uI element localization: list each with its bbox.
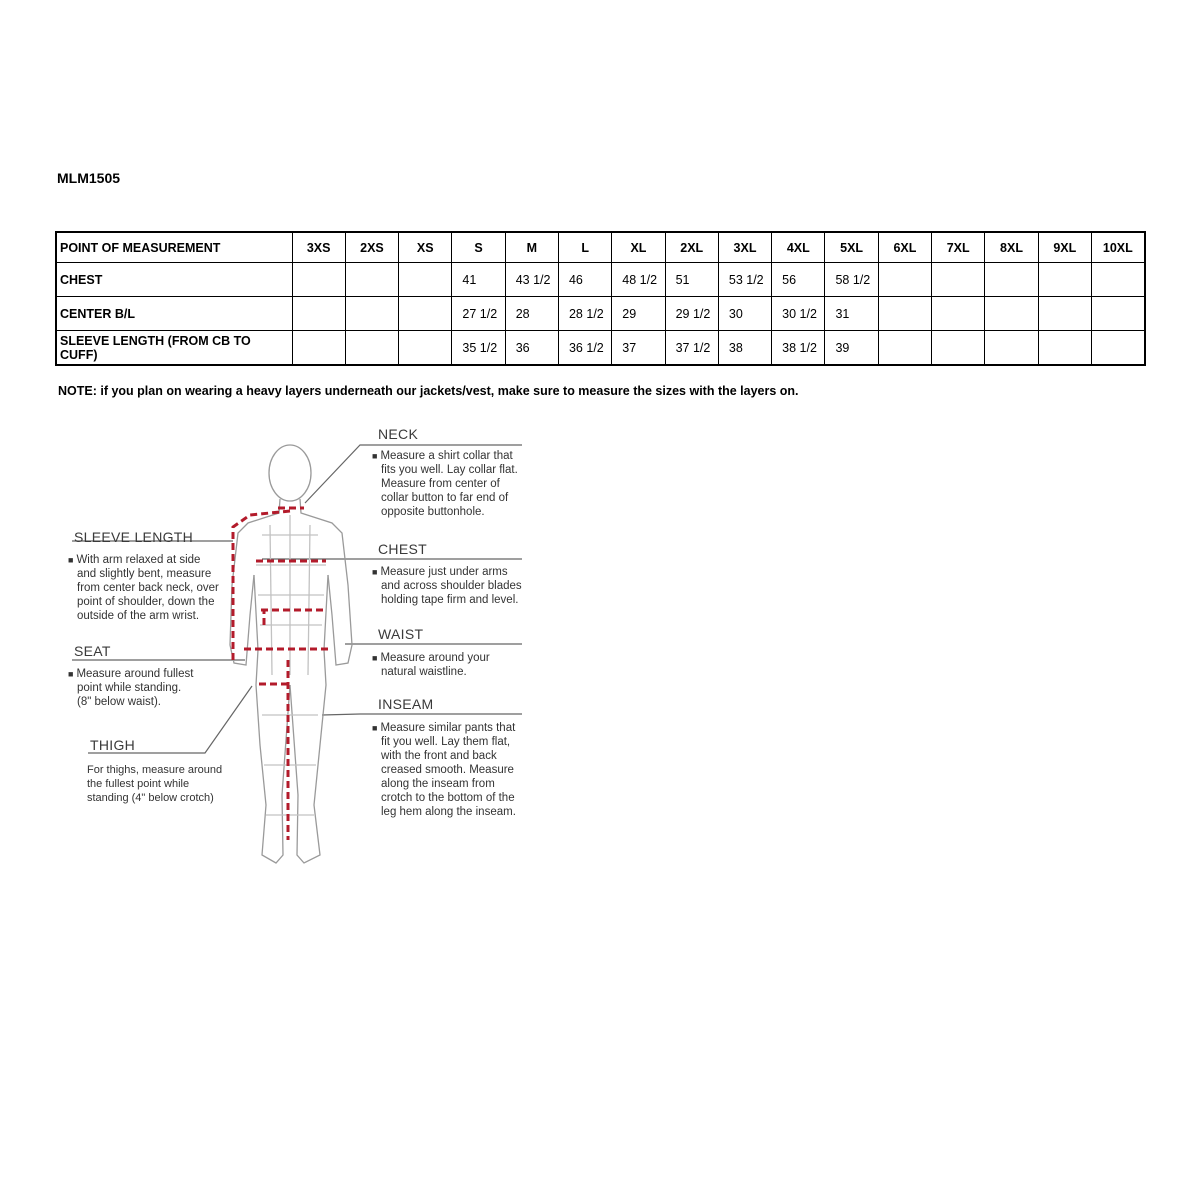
instruction-line — [372, 651, 490, 665]
instruction-text: the fullest point while — [87, 778, 190, 790]
size-header: XL — [612, 232, 665, 263]
instruction-line — [372, 665, 490, 679]
bullet-icon: ■ — [68, 669, 74, 679]
measurement-value: 37 — [612, 331, 665, 366]
instruction-line — [68, 695, 193, 709]
measurement-value: 28 1/2 — [558, 297, 611, 331]
measurement-value: 29 — [612, 297, 665, 331]
size-header: 9XL — [1038, 232, 1091, 263]
measurement-value — [1091, 331, 1144, 366]
chest-instructions — [372, 565, 522, 607]
instruction-text: point while standing. — [77, 682, 182, 694]
instruction-text: and slightly bent, measure — [77, 568, 212, 580]
bullet-icon: ■ — [372, 451, 378, 461]
instruction-text: and across shoulder blades — [381, 580, 522, 592]
neck-title: NECK — [378, 426, 419, 442]
measurement-guide — [0, 415, 600, 885]
measurement-value — [932, 331, 985, 366]
instruction-line — [372, 565, 522, 579]
document-code: MLM1505 — [57, 170, 121, 186]
instruction-line — [372, 491, 518, 505]
instruction-line — [372, 579, 522, 593]
measurement-value: 35 1/2 — [452, 331, 505, 366]
instruction-line — [68, 595, 219, 609]
instruction-text: Measure around your — [380, 652, 490, 664]
measurement-value: 31 — [825, 297, 878, 331]
measurement-value: 41 — [452, 263, 505, 297]
sleeve-length-instructions — [68, 553, 219, 623]
measurement-value: 30 1/2 — [772, 297, 825, 331]
table-row — [56, 263, 1145, 297]
size-header: 10XL — [1091, 232, 1144, 263]
size-chart-table — [55, 231, 1146, 366]
size-header: 7XL — [932, 232, 985, 263]
instruction-line — [372, 749, 516, 763]
measurement-value — [1091, 297, 1144, 331]
instruction-text: crotch to the bottom of the — [381, 792, 515, 804]
instruction-line — [68, 667, 193, 681]
instruction-line — [68, 567, 219, 581]
inseam-title: INSEAM — [378, 696, 434, 712]
instruction-text: (8" below waist). — [77, 696, 161, 708]
instruction-line — [68, 681, 193, 695]
instruction-line — [68, 581, 219, 595]
instruction-line — [372, 763, 516, 777]
instruction-text: with the front and back — [381, 750, 497, 762]
size-header: 3XL — [718, 232, 771, 263]
size-header: 2XS — [345, 232, 398, 263]
measurement-value — [1091, 263, 1144, 297]
measurement-value — [292, 297, 345, 331]
instruction-text: Measure around fullest — [76, 668, 194, 680]
table-row — [56, 297, 1145, 331]
measurement-value — [399, 297, 452, 331]
instruction-text: point of shoulder, down the — [77, 596, 215, 608]
measurement-value — [985, 263, 1038, 297]
instruction-text: along the inseam from — [381, 778, 495, 790]
measurement-value: 38 — [718, 331, 771, 366]
instruction-line — [372, 593, 522, 607]
instruction-text: Measure just under arms — [380, 566, 508, 578]
measurement-value: 36 1/2 — [558, 331, 611, 366]
size-header: M — [505, 232, 558, 263]
measurement-value — [399, 263, 452, 297]
instruction-text: Measure from center of — [381, 478, 500, 490]
instruction-line — [87, 791, 222, 805]
instruction-line — [68, 553, 219, 567]
instruction-text: For thighs, measure around — [87, 764, 223, 776]
seat-instructions — [68, 667, 193, 709]
measurement-value — [292, 263, 345, 297]
instruction-text: creased smooth. Measure — [381, 764, 514, 776]
bullet-icon: ■ — [372, 567, 378, 577]
measurement-value: 29 1/2 — [665, 297, 718, 331]
instruction-line — [372, 791, 516, 805]
instruction-text: holding tape firm and level. — [381, 594, 519, 606]
measurement-value: 28 — [505, 297, 558, 331]
measurement-value — [985, 331, 1038, 366]
instruction-text: standing (4" below crotch) — [87, 792, 214, 804]
size-header: 4XL — [772, 232, 825, 263]
size-header: 5XL — [825, 232, 878, 263]
instruction-text: from center back neck, over — [77, 582, 219, 594]
instruction-line — [372, 721, 516, 735]
measurement-value: 27 1/2 — [452, 297, 505, 331]
waist-title: WAIST — [378, 626, 424, 642]
measurement-value: 56 — [772, 263, 825, 297]
measurement-value: 30 — [718, 297, 771, 331]
measurement-value: 53 1/2 — [718, 263, 771, 297]
size-header: XS — [399, 232, 452, 263]
measurement-value — [932, 297, 985, 331]
measurement-value — [932, 263, 985, 297]
measurement-value — [345, 297, 398, 331]
instruction-line — [372, 477, 518, 491]
measurement-value — [1038, 263, 1091, 297]
sleeve-length-title: SLEEVE LENGTH — [74, 529, 194, 545]
size-header: 6XL — [878, 232, 931, 263]
neck-instructions — [372, 449, 518, 519]
size-header: 3XS — [292, 232, 345, 263]
layering-note: NOTE: if you plan on wearing a heavy layers underneath our jackets/vest, make sure to measure the sizes with the layers on. — [58, 384, 799, 398]
measurement-value: 38 1/2 — [772, 331, 825, 366]
size-header: 8XL — [985, 232, 1038, 263]
instruction-text: opposite buttonhole. — [381, 506, 485, 518]
instruction-line — [372, 463, 518, 477]
measurement-value: 36 — [505, 331, 558, 366]
measurement-label: SLEEVE LENGTH (FROM CB TO CUFF) — [56, 331, 292, 366]
instruction-text: With arm relaxed at side — [76, 554, 201, 566]
instruction-line — [372, 505, 518, 519]
instruction-text: leg hem along the inseam. — [381, 806, 516, 818]
chest-title: CHEST — [378, 541, 427, 557]
measurement-value: 51 — [665, 263, 718, 297]
bullet-icon: ■ — [372, 723, 378, 733]
size-header: 2XL — [665, 232, 718, 263]
thigh-instructions — [87, 763, 222, 805]
measurement-value — [345, 331, 398, 366]
measurement-label: CHEST — [56, 263, 292, 297]
table-header-row — [56, 232, 1145, 263]
instruction-text: fits you well. Lay collar flat. — [381, 464, 518, 476]
instruction-text: natural waistline. — [381, 666, 467, 678]
instruction-text: Measure similar pants that — [380, 722, 516, 734]
measurement-value: 39 — [825, 331, 878, 366]
measurement-value — [878, 297, 931, 331]
size-header: L — [558, 232, 611, 263]
inseam-instructions — [372, 721, 516, 819]
instruction-line — [372, 735, 516, 749]
thigh-title: THIGH — [90, 737, 136, 753]
table-row — [56, 331, 1145, 366]
instruction-line — [87, 763, 222, 777]
instruction-line — [372, 805, 516, 819]
measurement-value: 48 1/2 — [612, 263, 665, 297]
measurement-value — [878, 331, 931, 366]
measurement-value: 37 1/2 — [665, 331, 718, 366]
measurement-value: 43 1/2 — [505, 263, 558, 297]
measurement-value — [878, 263, 931, 297]
instruction-text: collar button to far end of — [381, 492, 509, 504]
bullet-icon: ■ — [372, 653, 378, 663]
point-of-measurement-header: POINT OF MEASUREMENT — [56, 232, 292, 263]
measurement-value: 46 — [558, 263, 611, 297]
measurement-value — [399, 331, 452, 366]
seat-title: SEAT — [74, 643, 111, 659]
instruction-line — [87, 777, 222, 791]
measurement-value — [292, 331, 345, 366]
instruction-text: outside of the arm wrist. — [77, 610, 200, 622]
waist-instructions — [372, 651, 490, 679]
instruction-line — [68, 609, 219, 623]
instruction-text: fit you well. Lay them flat, — [381, 736, 511, 748]
instruction-line — [372, 777, 516, 791]
measurement-value — [1038, 331, 1091, 366]
bullet-icon: ■ — [68, 555, 74, 565]
measurement-value — [1038, 297, 1091, 331]
measurement-label: CENTER B/L — [56, 297, 292, 331]
measurement-value — [985, 297, 1038, 331]
instruction-text: Measure a shirt collar that — [380, 450, 513, 462]
instruction-line — [372, 449, 518, 463]
size-header: S — [452, 232, 505, 263]
measurement-value: 58 1/2 — [825, 263, 878, 297]
measurement-value — [345, 263, 398, 297]
